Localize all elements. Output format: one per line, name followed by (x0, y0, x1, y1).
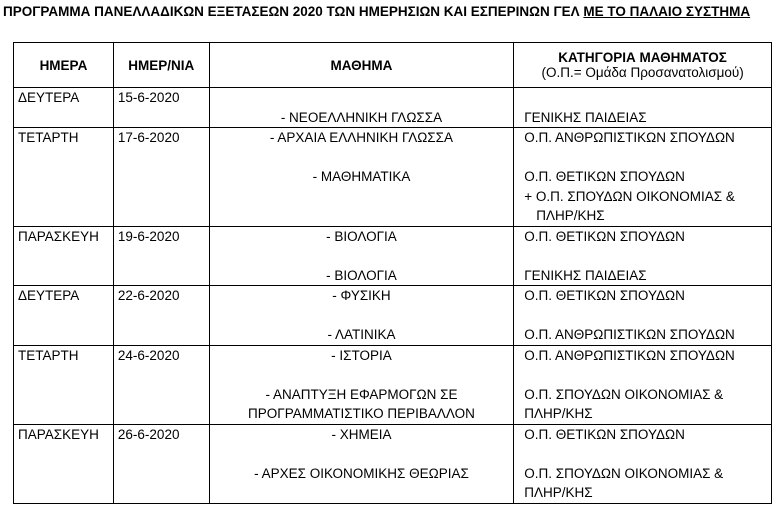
header-day: ΗΜΕΡΑ (14, 43, 114, 88)
subject-line: - ΝΕΟΕΛΛΗΝΙΚΗ ΓΛΩΣΣΑ (280, 109, 443, 125)
page-title (3, 4, 750, 19)
exam-schedule-table (13, 42, 772, 504)
day-cell (14, 286, 114, 346)
subject-line: - ΒΙΟΛΟΓΙΑ (326, 267, 397, 283)
day-value: ΔΕΥΤΕΡΑ (18, 90, 80, 105)
category-line: Ο.Π. ΘΕΤΙΚΩΝ ΣΠΟΥΔΩΝ (524, 288, 685, 303)
subject-cell (209, 345, 514, 424)
subject-cell (209, 226, 514, 286)
category-line: Ο.Π. ΘΕΤΙΚΩΝ ΣΠΟΥΔΩΝ (524, 426, 685, 442)
category-cell (514, 128, 772, 227)
date-value: 22-6-2020 (117, 288, 180, 303)
day-cell (14, 88, 114, 128)
header-category-label: ΚΑΤΗΓΟΡΙΑ ΜΑΘΗΜΑΤΟΣ (558, 50, 727, 65)
day-value: ΠΑΡΑΣΚΕΥΗ (18, 426, 99, 442)
subject-cell (209, 88, 514, 128)
date-value: 15-6-2020 (117, 90, 180, 105)
table-row (14, 286, 772, 346)
subject-line: - ΑΡΧΕΣ ΟΙΚΟΝΟΜΙΚΗΣ ΘΕΩΡΙΑΣ (254, 465, 469, 481)
category-line: + Ο.Π. ΣΠΟΥΔΩΝ ΟΙΚΟΝΟΜΙΑΣ & (524, 188, 735, 204)
date-cell (113, 286, 209, 346)
day-value: ΤΕΤΑΡΤΗ (18, 347, 79, 363)
date-cell (113, 88, 209, 128)
subject-line: - ΛΑΤΙΝΙΚΑ (327, 327, 396, 342)
header-date: ΗΜΕΡ/ΝΙΑ (113, 43, 209, 88)
category-line: ΠΛΗΡ/ΚΗΣ (536, 208, 605, 223)
date-cell (113, 226, 209, 286)
header-category-note: (Ο.Π.= Ομάδα Προσανατολισμού) (541, 65, 744, 80)
category-line: ΠΛΗΡ/ΚΗΣ (524, 485, 593, 500)
subject-line: - ΙΣΤΟΡΙΑ (331, 347, 392, 363)
table-row (14, 424, 772, 503)
subject-line: ΠΡΟΓΡΑΜΜΑΤΙΣΤΙΚΟ ΠΕΡΙΒΑΛΛΟΝ (248, 406, 475, 421)
category-line: ΠΛΗΡ/ΚΗΣ (524, 406, 593, 421)
subject-line: - ΜΑΘΗΜΑΤΙΚΑ (312, 169, 411, 184)
category-cell (514, 226, 772, 286)
header-subject: ΜΑΘΗΜΑ (209, 43, 514, 88)
category-line: ΓΕΝΙΚΗΣ ΠΑΙΔΕΙΑΣ (524, 267, 647, 283)
table-header-row (14, 43, 772, 88)
date-value: 19-6-2020 (117, 228, 180, 244)
day-value: ΠΑΡΑΣΚΕΥΗ (18, 228, 99, 244)
header-category (514, 43, 772, 88)
day-cell (14, 128, 114, 227)
date-value: 26-6-2020 (117, 426, 180, 442)
category-cell (514, 424, 772, 503)
category-line: ΓΕΝΙΚΗΣ ΠΑΙΔΕΙΑΣ (524, 109, 647, 125)
subject-line: - ΑΝΑΠΤΥΞΗ ΕΦΑΡΜΟΓΩΝ ΣΕ (265, 386, 458, 402)
title-underlined: ΜΕ ΤΟ ΠΑΛΑΙΟ ΣΥΣΤΗΜΑ (583, 4, 751, 19)
subject-cell (209, 128, 514, 227)
category-line: Ο.Π. ΣΠΟΥΔΩΝ ΟΙΚΟΝΟΜΙΑΣ & (524, 386, 724, 402)
table-row (14, 128, 772, 227)
day-cell (14, 345, 114, 424)
title-main: ΠΡΟΓΡΑΜΜΑ ΠΑΝΕΛΛΑΔΙΚΩΝ ΕΞΕΤΑΣΕΩΝ 2020 ΤΩΝ ΗΜΕΡΗΣΙΩΝ ΚΑΙ ΕΣΠΕΡΙΝΩΝ ΓΕΛ (3, 4, 580, 19)
category-line: Ο.Π. ΘΕΤΙΚΩΝ ΣΠΟΥΔΩΝ (524, 228, 685, 244)
category-line: Ο.Π. ΣΠΟΥΔΩΝ ΟΙΚΟΝΟΜΙΑΣ & (524, 465, 724, 481)
subject-line: - ΑΡΧΑΙΑ ΕΛΛΗΝΙΚΗ ΓΛΩΣΣΑ (269, 130, 453, 145)
subject-cell (209, 424, 514, 503)
table-row (14, 226, 772, 286)
date-cell (113, 424, 209, 503)
subject-line: - ΒΙΟΛΟΓΙΑ (326, 228, 397, 244)
table-row (14, 88, 772, 128)
subject-line: - ΧΗΜΕΙΑ (331, 426, 392, 442)
day-value: ΤΕΤΑΡΤΗ (18, 130, 79, 145)
category-cell (514, 286, 772, 346)
category-line: Ο.Π. ΑΝΘΡΩΠΙΣΤΙΚΩΝ ΣΠΟΥΔΩΝ (524, 327, 735, 342)
date-cell (113, 345, 209, 424)
subject-line: - ΦΥΣΙΚΗ (332, 288, 391, 303)
category-line: Ο.Π. ΑΝΘΡΩΠΙΣΤΙΚΩΝ ΣΠΟΥΔΩΝ (524, 347, 735, 363)
date-value: 17-6-2020 (117, 130, 180, 145)
category-line: Ο.Π. ΘΕΤΙΚΩΝ ΣΠΟΥΔΩΝ (524, 169, 685, 184)
date-cell (113, 128, 209, 227)
category-cell (514, 88, 772, 128)
table-row (14, 345, 772, 424)
date-value: 24-6-2020 (117, 347, 180, 363)
day-cell (14, 424, 114, 503)
category-cell (514, 345, 772, 424)
subject-cell (209, 286, 514, 346)
category-line: Ο.Π. ΑΝΘΡΩΠΙΣΤΙΚΩΝ ΣΠΟΥΔΩΝ (524, 130, 735, 145)
day-value: ΔΕΥΤΕΡΑ (18, 288, 80, 303)
day-cell (14, 226, 114, 286)
